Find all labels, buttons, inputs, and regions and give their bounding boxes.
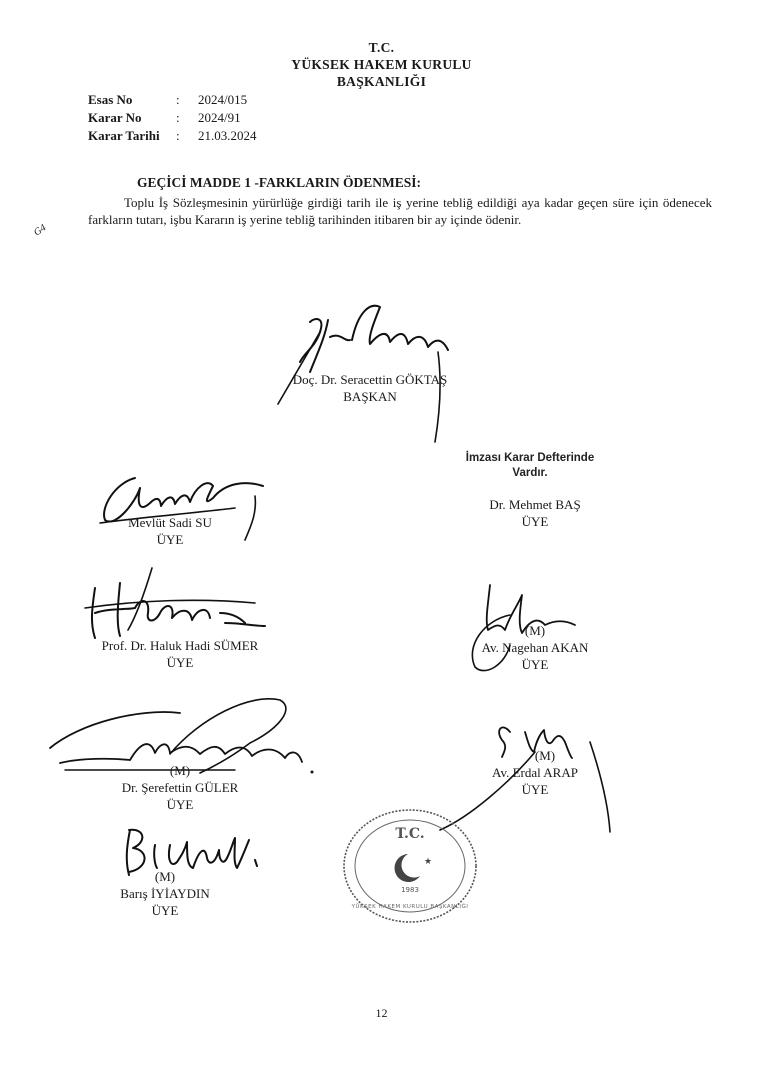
meta-value: 2024/015 [198,92,248,107]
meta-value: 2024/91 [198,110,241,125]
header-institution: YÜKSEK HAKEM KURULU [291,57,472,72]
sumer-signature [80,568,280,648]
su-name: Mevlüt Sadi SU [128,515,212,530]
akan-role: ÜYE [521,657,549,672]
header-tc: T.C. [368,40,395,55]
stamp-note-line2: Vardır. [512,467,548,479]
meta-label: Esas No [88,92,133,107]
president-role: BAŞKAN [343,389,397,404]
arap-name: Av. Erdal ARAP [492,765,578,780]
guler-role: ÜYE [166,797,194,812]
arap-mark: (M) [534,748,556,763]
page-number: 12 [375,1006,388,1020]
iyiaydin-name: Barış İYİAYDIN [120,886,210,901]
su-role: ÜYE [156,532,184,547]
article-paragraph: Toplu İş Sözleşmesinin yürürlüğe girdiği tarih ile iş yerine tebliğ edildiği aya kadar geçen süre için ödenecek farkların tutarı, işbu Kararın iş yerine tebliğ tarihinden itibaren bir ay içinde ödenir. [88,195,712,227]
signature-in-register-note [450,451,610,481]
akan-name: Av. Nagehan AKAN [481,640,589,655]
guler-mark: (M) [169,763,191,778]
svg-text:★: ★ [424,857,433,867]
meta-label: Karar No [88,110,142,125]
akan-mark: (M) [524,623,546,638]
header-presidency: BAŞKANLIĞI [336,74,427,89]
stamp-note-line1: İmzası Karar Defterinde [465,452,595,464]
bas-name: Dr. Mehmet BAŞ [489,497,581,512]
iyiaydin-mark: (M) [154,869,176,884]
arap-role: ÜYE [521,782,549,797]
official-seal [340,806,480,926]
seal-ring-text: YÜKSEK HAKEM KURULU BAŞKANLIĞI [351,904,469,910]
iyiaydin-role: ÜYE [151,903,179,918]
sumer-name: Prof. Dr. Haluk Hadi SÜMER [101,638,259,653]
article-body [88,194,712,228]
meta-karar-tarihi: Karar Tarihi : 21.03.2024 [88,128,257,143]
meta-esas-no: Esas No : 2024/015 [88,92,248,107]
meta-karar-no: Karar No : 2024/91 [88,110,241,125]
article-title: GEÇİCİ MADDE 1 -FARKLARIN ÖDENMESİ: [137,175,422,190]
sumer-role: ÜYE [166,655,194,670]
margin-note: G4 [31,222,49,239]
bas-role: ÜYE [521,514,549,529]
seal-year: 1983 [401,886,419,894]
president-name: Doç. Dr. Seracettin GÖKTAŞ [292,372,448,387]
meta-value: 21.03.2024 [198,128,257,143]
seal-center-text: T.C. [395,826,425,842]
meta-label: Karar Tarihi [88,128,160,143]
guler-name: Dr. Şerefettin GÜLER [121,780,239,795]
